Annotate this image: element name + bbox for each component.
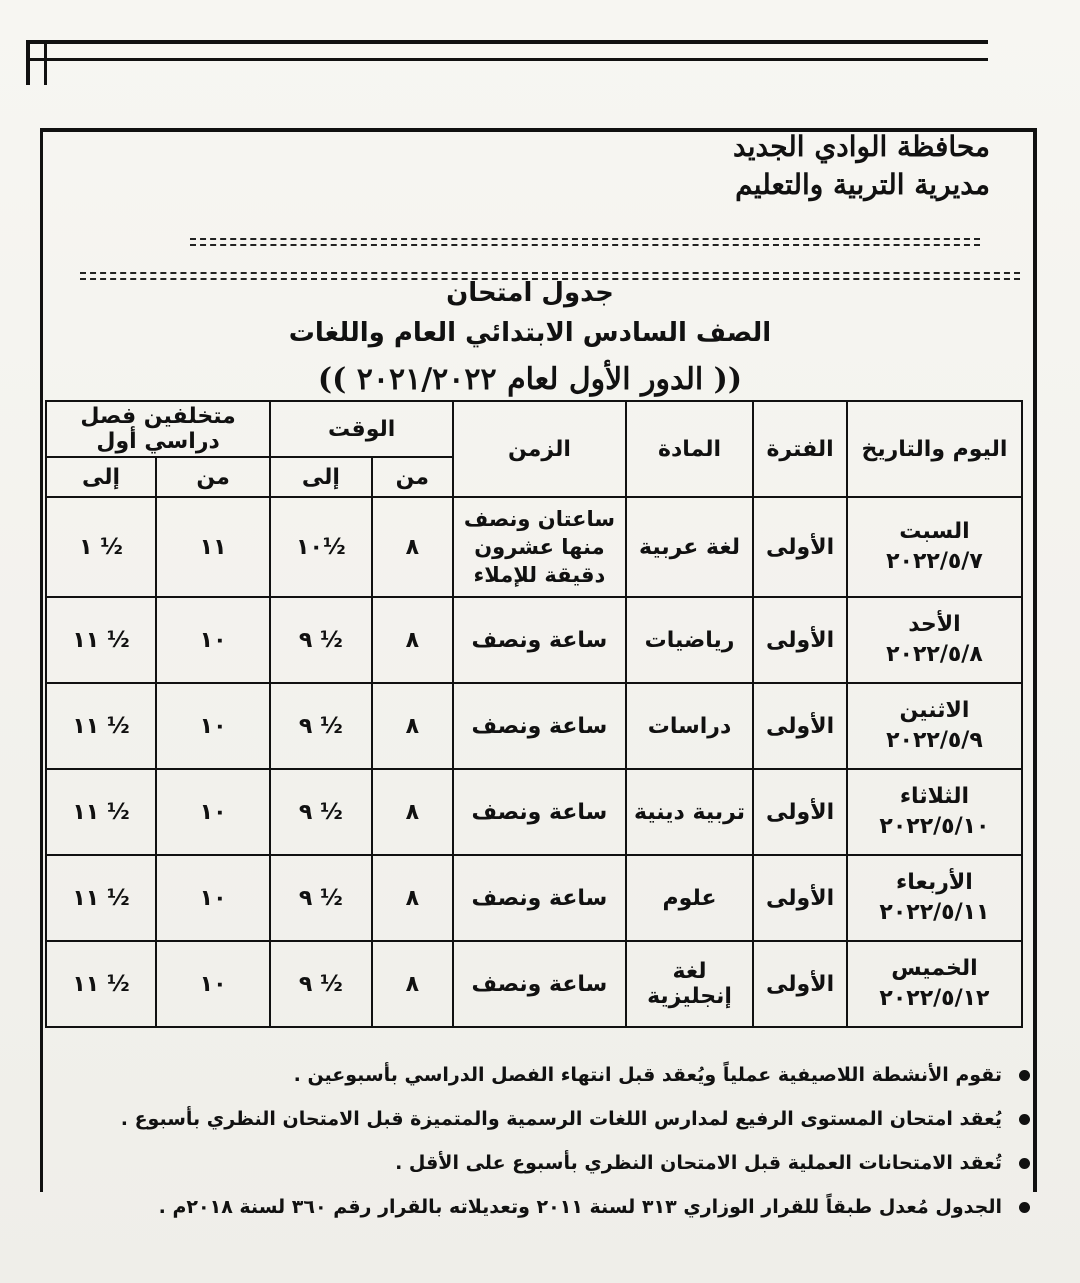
governorate-name: محافظة الوادي الجديد bbox=[733, 130, 990, 163]
exam-date: ٢٠٢٢/٥/١١ bbox=[879, 900, 990, 925]
decorative-border-corner bbox=[26, 40, 47, 85]
note-item: تقوم الأنشطة اللاصيفية عملياً ويُعقد قبل انتهاء الفصل الدراسي بأسبوعين . bbox=[40, 1060, 1030, 1090]
day-name: الثلاثاء bbox=[899, 784, 970, 809]
table-row bbox=[46, 497, 1022, 597]
late-to-cell: ½ ١١ bbox=[46, 683, 156, 769]
late-from-cell: ١٠ bbox=[156, 941, 270, 1027]
late-from-cell: ١٠ bbox=[156, 855, 270, 941]
time-from-cell: ٨ bbox=[372, 597, 454, 683]
table-row bbox=[46, 683, 1022, 769]
time-to-cell: ½ ٩ bbox=[270, 855, 371, 941]
session-title: (( الدور الأول لعام ٢٠٢١/٢٠٢٢ )) bbox=[317, 362, 743, 397]
subject-cell: لغة إنجليزية bbox=[626, 941, 754, 1027]
exam-date: ٢٠٢٢/٥/١٠ bbox=[879, 814, 990, 839]
exam-schedule-table bbox=[45, 400, 1023, 1028]
duration-cell: ساعة ونصف bbox=[453, 855, 626, 941]
time-to-cell: ½ ٩ bbox=[270, 597, 371, 683]
time-from-cell: ٨ bbox=[372, 683, 454, 769]
header-late-from: من bbox=[156, 457, 270, 497]
period-cell: الأولى bbox=[753, 941, 847, 1027]
note-item: يُعقد امتحان المستوى الرفيع لمدارس اللغات الرسمية والمتميزة قبل الامتحان النظري بأسبوع . bbox=[40, 1104, 1030, 1134]
subject-cell: رياضيات bbox=[626, 597, 754, 683]
late-to-cell: ½ ١١ bbox=[46, 597, 156, 683]
late-from-cell: ١٠ bbox=[156, 597, 270, 683]
late-to-cell: ½ ١١ bbox=[46, 855, 156, 941]
table-row bbox=[46, 769, 1022, 855]
day-name: الخميس bbox=[891, 956, 978, 981]
header-time-to: إلى bbox=[270, 457, 371, 497]
day-date-cell bbox=[847, 683, 1022, 769]
period-cell: الأولى bbox=[753, 497, 847, 597]
decorative-border-top bbox=[28, 40, 988, 61]
time-from-cell: ٨ bbox=[372, 855, 454, 941]
day-name: الاثنين bbox=[899, 698, 970, 723]
subject-cell: تربية دينية bbox=[626, 769, 754, 855]
duration-cell: ساعتان ونصف منها عشرون دقيقة للإملاء bbox=[453, 497, 626, 597]
header-duration: الزمن bbox=[453, 401, 626, 497]
time-from-cell: ٨ bbox=[372, 941, 454, 1027]
day-name: الأحد bbox=[908, 612, 961, 637]
note-item: تُعقد الامتحانات العملية قبل الامتحان النظري بأسبوع على الأقل . bbox=[40, 1148, 1030, 1178]
grade-title: الصف السادس الابتدائي العام واللغات bbox=[288, 318, 772, 348]
header-time-from: من bbox=[372, 457, 454, 497]
duration-cell: ساعة ونصف bbox=[453, 769, 626, 855]
header-late-to: إلى bbox=[46, 457, 156, 497]
header-day-date: اليوم والتاريخ bbox=[847, 401, 1022, 497]
exam-title: جدول امتحان bbox=[446, 278, 614, 308]
time-to-cell: ½ ٩ bbox=[270, 941, 371, 1027]
day-date-cell bbox=[847, 855, 1022, 941]
late-to-cell: ½ ١١ bbox=[46, 941, 156, 1027]
time-to-cell: ½ ٩ bbox=[270, 769, 371, 855]
period-cell: الأولى bbox=[753, 769, 847, 855]
day-date-cell bbox=[847, 769, 1022, 855]
header-period: الفترة bbox=[753, 401, 847, 497]
subject-cell: دراسات bbox=[626, 683, 754, 769]
exam-date: ٢٠٢٢/٥/١٢ bbox=[879, 986, 990, 1011]
header-time: الوقت bbox=[270, 401, 453, 457]
table-row bbox=[46, 855, 1022, 941]
header-subject: المادة bbox=[626, 401, 754, 497]
dashed-divider bbox=[190, 238, 980, 240]
late-to-cell: ½ ١ bbox=[46, 497, 156, 597]
time-from-cell: ٨ bbox=[372, 769, 454, 855]
late-from-cell: ١٠ bbox=[156, 769, 270, 855]
duration-cell: ساعة ونصف bbox=[453, 941, 626, 1027]
day-date-cell bbox=[847, 941, 1022, 1027]
table-row bbox=[46, 941, 1022, 1027]
time-from-cell: ٨ bbox=[372, 497, 454, 597]
table-row bbox=[46, 597, 1022, 683]
issuer-header bbox=[590, 128, 990, 204]
duration-cell: ساعة ونصف bbox=[453, 683, 626, 769]
day-date-cell bbox=[847, 597, 1022, 683]
day-name: الأربعاء bbox=[896, 870, 973, 895]
subject-cell: علوم bbox=[626, 855, 754, 941]
header-late: متخلفين فصل دراسي أول bbox=[46, 401, 270, 457]
exam-date: ٢٠٢٢/٥/٩ bbox=[886, 728, 983, 753]
late-to-cell: ½ ١١ bbox=[46, 769, 156, 855]
day-date-cell bbox=[847, 497, 1022, 597]
late-from-cell: ١٠ bbox=[156, 683, 270, 769]
dashed-divider bbox=[80, 272, 1020, 274]
day-name: السبت bbox=[899, 519, 970, 544]
exam-date: ٢٠٢٢/٥/٧ bbox=[886, 549, 983, 574]
late-from-cell: ١١ bbox=[156, 497, 270, 597]
exam-date: ٢٠٢٢/٥/٨ bbox=[886, 642, 983, 667]
notes-list bbox=[40, 1060, 1058, 1236]
period-cell: الأولى bbox=[753, 855, 847, 941]
time-to-cell: ½١٠ bbox=[270, 497, 371, 597]
period-cell: الأولى bbox=[753, 683, 847, 769]
directorate-name: مديرية التربية والتعليم bbox=[735, 168, 990, 201]
duration-cell: ساعة ونصف bbox=[453, 597, 626, 683]
dashed-divider bbox=[190, 244, 980, 246]
time-to-cell: ½ ٩ bbox=[270, 683, 371, 769]
period-cell: الأولى bbox=[753, 597, 847, 683]
subject-cell: لغة عربية bbox=[626, 497, 754, 597]
note-item: الجدول مُعدل طبقاً للقرار الوزاري ٣١٣ لسنة ٢٠١١ وتعديلاته بالقرار رقم ٣٦٠ لسنة ٢٠١٨م . bbox=[40, 1192, 1030, 1222]
